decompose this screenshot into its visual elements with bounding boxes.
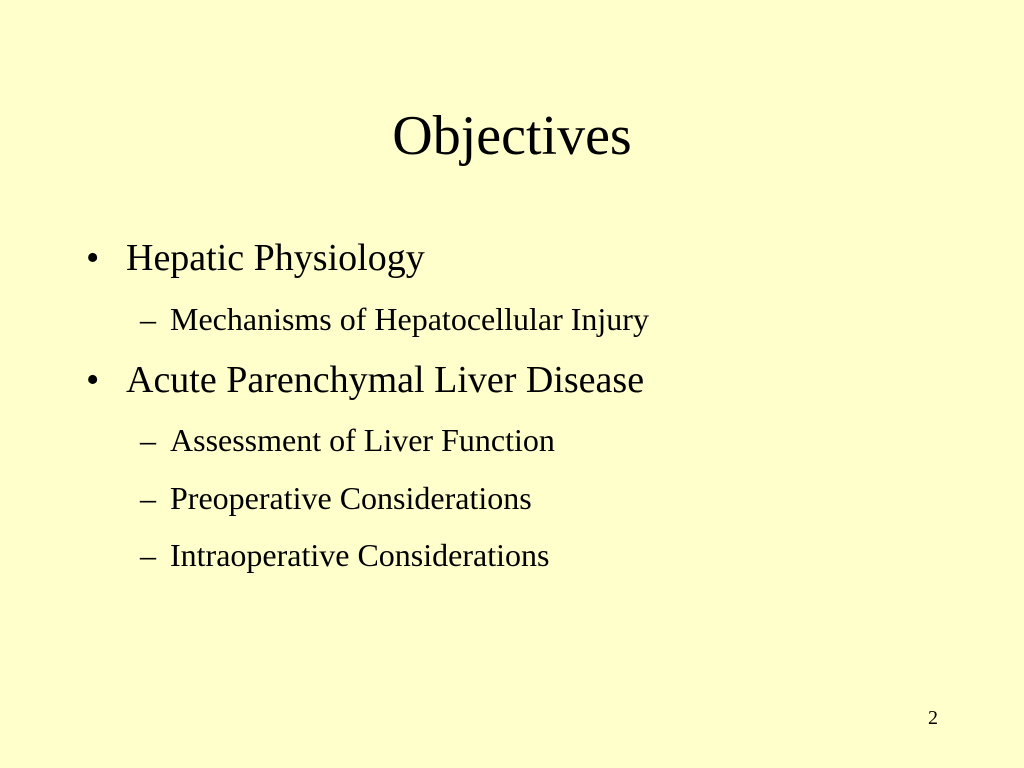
sub-bullet-marker: –: [140, 301, 156, 337]
sub-item-text: Mechanisms of Hepatocellular Injury: [170, 301, 649, 337]
bullet-marker: •: [86, 237, 100, 279]
sub-item-text: Assessment of Liver Function: [170, 422, 555, 458]
sub-bullet-marker: –: [140, 422, 156, 458]
sub-item-intraoperative: [140, 536, 549, 574]
sub-item-assessment: [140, 421, 555, 459]
bullet-item-hepatic-physiology: [86, 236, 425, 280]
bullet-item-acute-liver-disease: [86, 358, 644, 402]
bullet-text: Hepatic Physiology: [126, 237, 425, 279]
sub-item-preoperative: [140, 479, 532, 517]
sub-bullet-marker: –: [140, 480, 156, 516]
sub-bullet-marker: –: [140, 537, 156, 573]
sub-item-mechanisms: [140, 300, 649, 338]
bullet-text: Acute Parenchymal Liver Disease: [126, 359, 645, 401]
sub-item-text: Preoperative Considerations: [170, 480, 532, 516]
slide-title: Objectives: [392, 105, 632, 167]
page-number: 2: [928, 707, 938, 729]
sub-item-text: Intraoperative Considerations: [170, 537, 550, 573]
bullet-marker: •: [86, 359, 100, 401]
